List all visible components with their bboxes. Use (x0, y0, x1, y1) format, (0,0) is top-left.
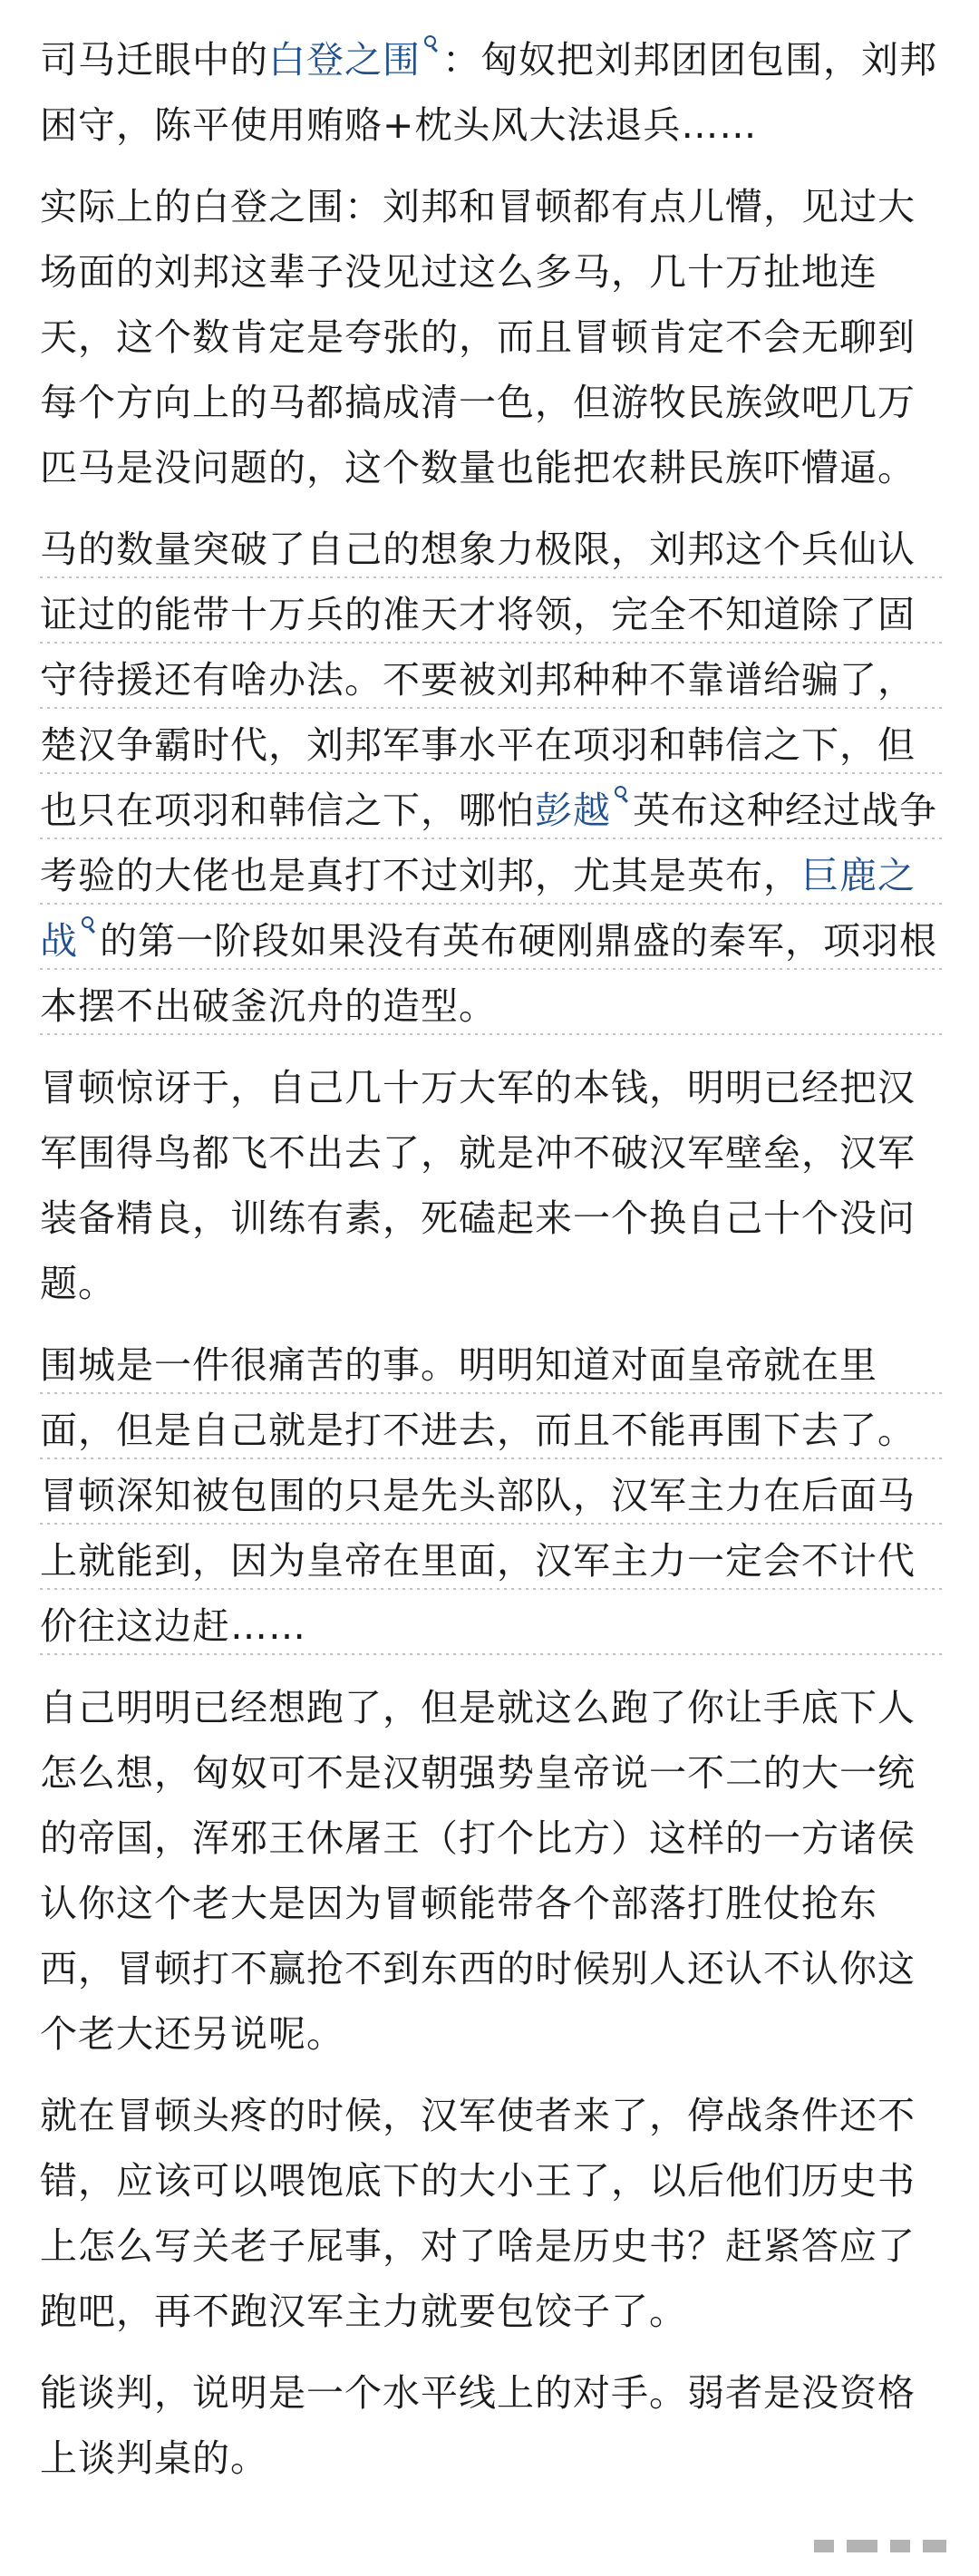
paragraph (40, 2083, 946, 2344)
watermark (814, 2540, 946, 2552)
paragraph-text: 自己明明已经想跑了，但是就这么跑了你让手底下人怎么想，匈奴可不是汉朝强势皇帝说一不二的大一统的帝国，浑邪王休屠王（打个比方）这样的一方诸侯认你这个老大是因为冒顿能带各个部落打胜仗抢东西，冒顿打不赢抢不到东西的时候别人还认不认你这个老大还另说呢。 (40, 1686, 916, 2056)
watermark-block (814, 2540, 834, 2552)
paragraph (40, 1055, 946, 1316)
search-link-text: 彭越 (535, 789, 611, 832)
paragraph-text: 马的数量突破了自己的想象力极限，刘邦这个兵仙认证过的能带十万兵的准天才将领，完全不知道除了固守待援还有啥办法。不要被刘邦种种不靠谱给骗了，楚汉争霸时代，刘邦军事水平在项羽和韩信之下，但也只在项羽和韩信之下，哪怕 (40, 528, 916, 832)
paragraph (40, 174, 946, 500)
search-icon (80, 924, 96, 940)
article-body (40, 27, 946, 2507)
paragraph-text: 冒顿惊讶于，自己几十万大军的本钱，明明已经把汉军围得鸟都飞不出去了，就是冲不破汉军壁垒，汉军装备精良，训练有素，死磕起来一个换自己十个没问题。 (40, 1066, 916, 1305)
search-link[interactable] (268, 38, 442, 82)
paragraph (40, 1332, 946, 1659)
paragraph-text: 能谈判，说明是一个水平线上的对手。弱者是没资格上谈判桌的。 (40, 2371, 916, 2480)
paragraph (40, 2360, 946, 2491)
paragraph-text: 就在冒顿头疼的时候，汉军使者来了，停战条件还不错，应该可以喂饱底下的大小王了，以后他们历史书上怎么写关老子屁事，对了啥是历史书？赶紧答应了跑吧，再不跑汉军主力就要包饺子了。 (40, 2094, 916, 2333)
watermark-block (847, 2540, 877, 2552)
paragraph-text: 围城是一件很痛苦的事。明明知道对面皇帝就在里面，但是自己就是打不进去，而且不能再围下去了。冒顿深知被包围的只是先头部队，汉军主力在后面马上就能到，因为皇帝在里面，汉军主力一定会不计代价往这边赶…… (40, 1343, 916, 1648)
paragraph-text: 英布这种经过战争考验的大佬也是真打不过刘邦，尤其是英布， (40, 789, 937, 897)
search-link-text: 巨鹿之战 (40, 854, 916, 963)
search-link[interactable] (535, 789, 633, 832)
paragraph-text: 司马迁眼中的 (40, 38, 268, 82)
search-icon (422, 43, 439, 59)
paragraph-text: 实际上的白登之围：刘邦和冒顿都有点儿懵，见过大场面的刘邦这辈子没见过这么多马，几十万扯地连天，这个数肯定是夸张的，而且冒顿肯定不会无聊到每个方向上的马都搞成清一色，但游牧民族敛吧几万匹马是没问题的，这个数量也能把农耕民族吓懵逼。 (40, 185, 916, 489)
watermark-block (923, 2540, 946, 2552)
search-link-text: 白登之围 (268, 38, 421, 82)
paragraph-text: ：匈奴把刘邦团团包围，刘邦困守，陈平使用贿赂+枕头风大法退兵…… (40, 38, 937, 147)
paragraph (40, 1675, 946, 2067)
search-icon (613, 793, 629, 809)
paragraph-text: 的第一阶段如果没有英布硬刚鼎盛的秦军，项羽根本摆不出破釜沉舟的造型。 (40, 919, 937, 1028)
paragraph (40, 517, 946, 1039)
watermark-block (890, 2540, 910, 2552)
paragraph (40, 27, 946, 158)
